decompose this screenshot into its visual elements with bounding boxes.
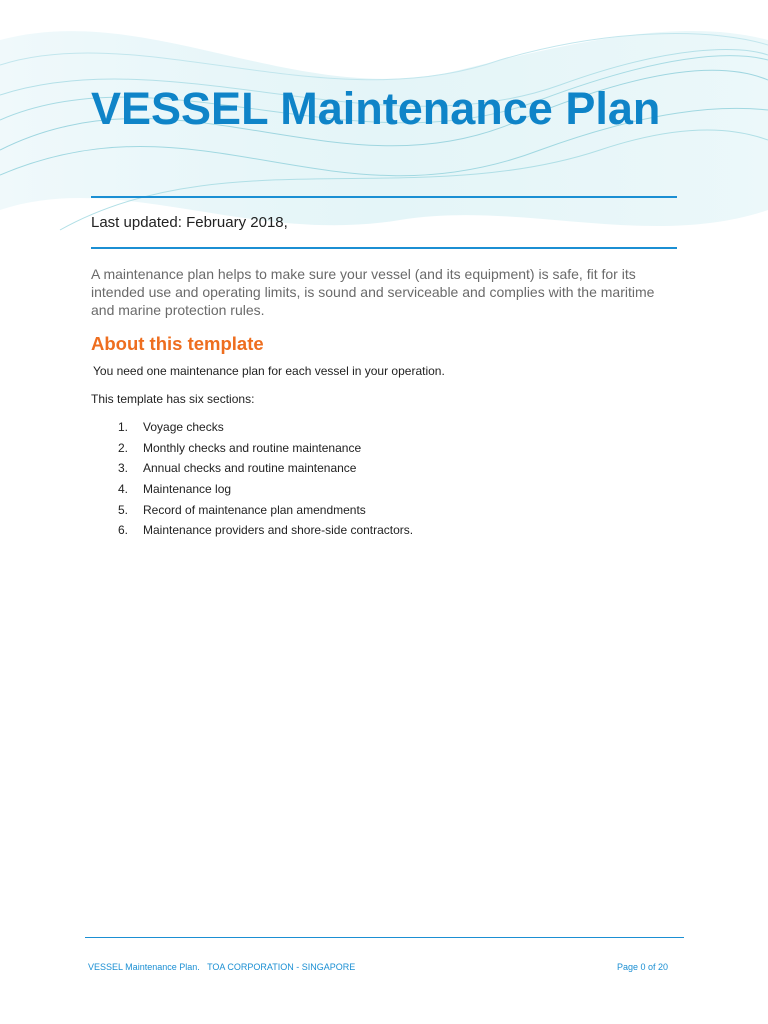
footer-page-number: Page 0 of 20 [617, 962, 669, 972]
list-item [118, 481, 413, 502]
intro-paragraph: A maintenance plan helps to make sure your vessel (and its equipment) is safe, fit for its intended use and operating limits, is sound and serviceable and complies with the maritime and marine protection rules. [91, 266, 655, 318]
list-number: 1. [118, 420, 129, 434]
sections-list [118, 419, 413, 543]
list-number: 3. [118, 461, 129, 476]
list-item-label: Voyage checks [143, 420, 224, 434]
list-item-label: Annual checks and routine maintenance [143, 461, 357, 476]
list-item [118, 460, 413, 481]
body-paragraph: You need one maintenance plan for each vessel in your operation. [93, 364, 445, 378]
list-item [118, 419, 413, 440]
list-item-label: Maintenance log [143, 482, 232, 497]
list-item [118, 502, 413, 523]
updated-divider [91, 247, 677, 249]
last-updated-text: Last updated: February 2018, [91, 214, 288, 231]
list-number: 5. [118, 502, 129, 517]
list-number: 4. [118, 482, 129, 497]
footer-divider [85, 937, 684, 938]
section-heading: About this template [91, 333, 264, 354]
title-divider [91, 196, 677, 198]
page-title: VESSEL Maintenance Plan [91, 83, 661, 134]
list-item [118, 440, 413, 461]
list-item [118, 522, 413, 543]
list-item-label: Record of maintenance plan amendments [143, 502, 366, 517]
body-paragraph: This template has six sections: [91, 392, 255, 406]
footer-document-title: VESSEL Maintenance Plan. TOA CORPORATION - SINGAPORE [88, 962, 356, 972]
list-item-label: Monthly checks and routine maintenance [143, 440, 362, 455]
list-item-label: Maintenance providers and shore-side contractors. [143, 523, 414, 538]
list-number: 2. [118, 440, 129, 455]
list-number: 6. [118, 523, 129, 538]
